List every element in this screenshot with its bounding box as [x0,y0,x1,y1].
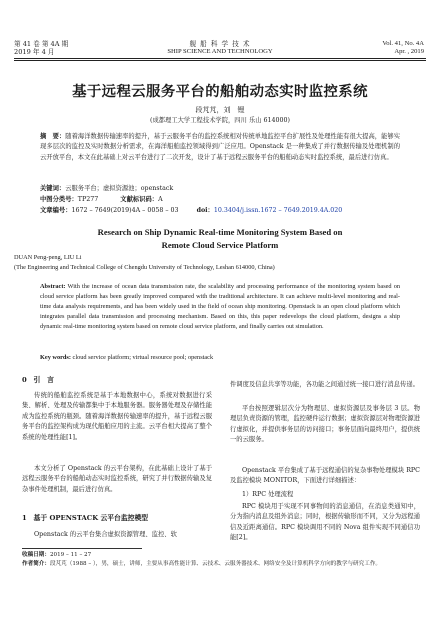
article-title-cn: 基于远程云服务平台的船舶动态实时监控系统 [72,84,368,100]
keywords-text-en: cloud service platform; virtual resource pool; openstack [72,354,214,361]
authors-en: DUAN Peng-peng, LIU Li [14,254,82,261]
header-journal-en: SHIP SCIENCE AND TECHNOLOGY [167,48,273,55]
abstract-cn [40,132,400,163]
doi-link[interactable]: 10.3404/j.issn.1672 – 7649.2019.4A.020 [213,207,343,214]
article-no-value: 1672 – 7649(2019)4A – 0058 – 03 [71,207,179,214]
abstract-label-en: Abstract: [40,283,66,290]
article-no-label: 文章编号： [40,207,72,214]
doc-code-label: 文献标识码： [120,196,159,203]
footnote-rule [22,548,142,549]
header-volume-cn: 第 41 卷 第 4A 期 [14,40,69,48]
section-1-paragraph-1: Openstack 的云平台集合虚拟资源管理、监控、软 [34,531,177,538]
header-rule [14,58,426,59]
clc-value: TP277 [77,196,99,203]
affiliation-en: (The Engineering and Technical College of Chengdu University of Technology, Leshan 614000, China) [14,264,275,271]
right-paragraph-2: 平台按照逻辑层次分为物理层、虚拟资源层及事务层 3 层。物理层负责资源的管理，监控硬件运行数据；虚拟资源层对物理资源进行虚拟化，并提供事务层的访问接口；事务层面向最终用户，提供统一的云服务。 [230,405,420,444]
subsection-rpc-heading: 1）RPC 处理流程 [242,491,294,498]
keywords-text-cn: 云服务平台；虚拟资源池；openstack [65,185,174,192]
affiliation-cn: (成都理工大学工程技术学院，四川 乐山 614000) [149,117,290,124]
article-title-en-line1: Research on Ship Dynamic Real-time Monitoring System Based on [97,227,343,237]
abstract-text-en: With the increase of ocean data transmission rate, the scalability and processing performance of the monitoring system based on cloud service platform has been greatly improved compared with the traditional architecture. It can achieve multi-level monitoring and real-time data analysis requirements, and has been widely used in the field of ocean ship monitoring. Openstack is an open cloud platform which integrates parallel data transmission and processing mechanism. Based on this, this paper redevelops the cloud platform, designs a ship dynamic real-time monitoring system based on remote cloud service platform, and finally carries out simulation. [40,283,400,330]
article-title-en-line2: Remote Cloud Service Platform [161,240,279,250]
received-date [22,551,420,559]
clc-label: 中图分类号： [40,196,78,203]
header-journal-cn: 舰 船 科 学 技 术 [189,40,251,48]
received-value: 2019 – 11 – 27 [49,552,92,558]
received-label: 收稿日期： [22,552,50,558]
header-rule-thin [14,60,426,61]
author-bio [22,560,420,568]
authors-cn: 段芃芃，刘 锂 [195,106,245,114]
right-paragraph-3: Openstack 平台集成了基于远程通信的复杂事物处理模块 RPC 及监控模块 MONITOR，下面进行详细描述： [230,467,420,485]
right-paragraph-4: RPC 模块用于实现不同事物间的消息通信，在消息类通知中，分为指内消息及组外消息；同时，根据传输形而不同，又分为远程通信及近距离通信。RPC 模块调用不同的 Nova 组件实现不同通信功能[2]。 [230,503,420,542]
keywords-label-cn: 关键词： [40,185,66,192]
header-volume-en: Vol. 41, No. 4A [382,40,424,47]
classification-line [40,195,400,205]
doi-label: doi： [196,207,214,214]
section-introduction-heading: 0 引 言 [22,376,54,384]
keywords-label-en: Key words: [40,354,71,361]
abstract-label-cn: 摘 要： [40,133,66,140]
keywords-en [40,353,400,363]
author-bio-label: 作者简介： [22,561,50,567]
doc-code-value: A [158,196,163,203]
abstract-text-cn: 随着海洋数据传输速率的提升，基于云服务平台的监控系统相对传统单地监控平台扩展性及处理性能有很大提高，能够实现多层次的监控及实时数据分析需求，在海洋船舶监控领域得到广泛应用。Openstack 是一种集成了并行数据传输及处理机制的云开放平台，本文在此基础上对云平台进行了二次开发，设计了基于远程云服务平台的船舶动态实时监控系统，最后进行仿真。 [40,133,401,161]
intro-paragraph-1: 传统的船舶监控系统是基于本地数据中心，系统对数据进行采集、解析、处理及传输都集中于本地服务器。服务器处理及存储性能成为监控系统的瓶颈。随着海洋数据传输速率的提升，基于远程云服务平台的监控架构成为现代船舶应用的主流。云平台相大提高了整个系统的处理性能[1]。 [22,392,212,441]
author-bio-text: 段芃芃（1988 – ），男，硕士，讲师，主要从事高性能计算、云技术、云服务器技术、网络安全及计算机科学方向的教学与研究工作。 [49,561,382,567]
intro-paragraph-2: 本文分析了 Openstack 的云平台架构，在此基础上设计了基于远程云服务平台的船舶动态实时监控系统，研究了并行数据传输及复杂事件处理机制，最后进行仿真。 [22,465,212,493]
header-date-en: Apr. , 2019 [394,48,424,55]
article-number-line [40,206,420,216]
right-paragraph-1: 件调度及信息共享等功能，各功能之间通过统一接口进行消息传递。 [230,381,419,388]
section-1-heading: 1 基于 OPENSTACK 云平台监控模型 [22,514,149,522]
keywords-cn [40,184,400,194]
header-date-cn: 2019 年 4 月 [14,48,55,56]
abstract-en [40,282,400,332]
